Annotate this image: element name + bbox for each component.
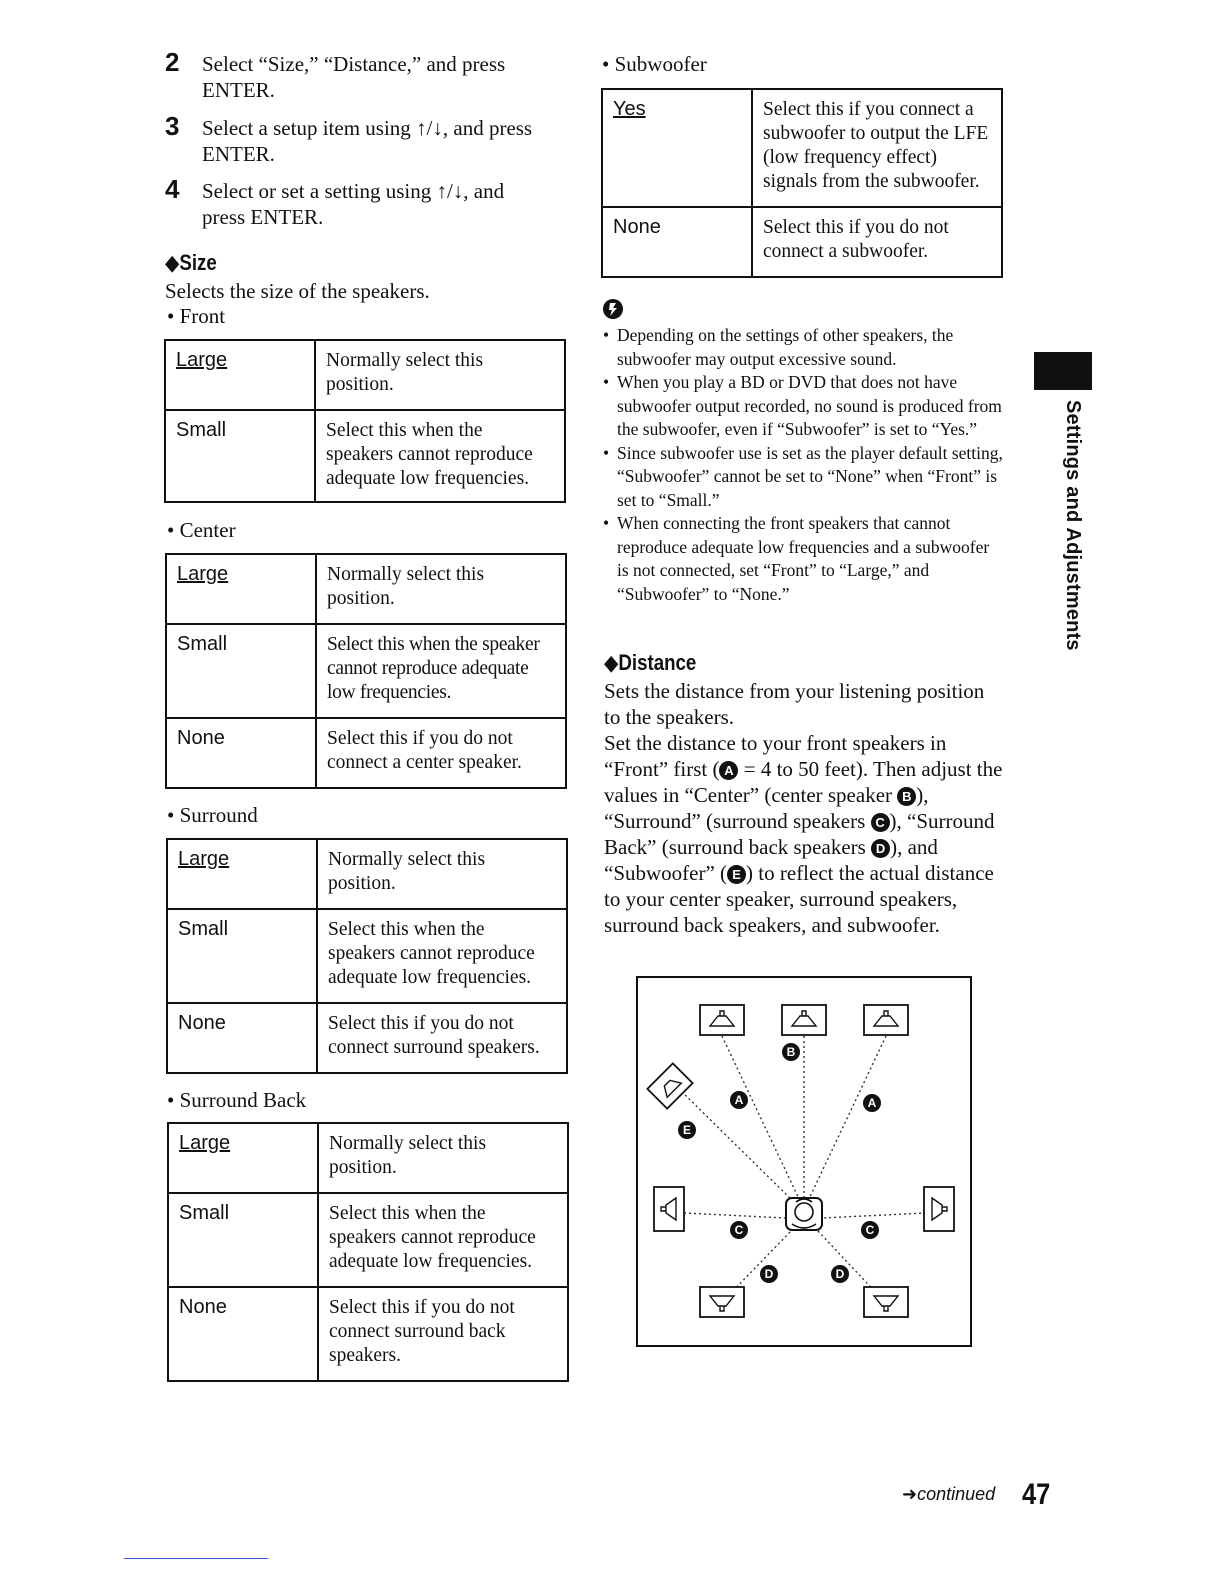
surround-label: • Surround: [167, 803, 258, 827]
subwoofer-label: • Subwoofer: [602, 52, 707, 76]
option-desc: Normally select this position.: [317, 839, 567, 909]
step-3: [165, 111, 585, 171]
subwoofer-table: [601, 88, 1003, 278]
speaker-surround-left-icon: [654, 1187, 684, 1231]
distance-heading-text: Distance: [618, 650, 697, 675]
front-table: [164, 339, 566, 503]
marker-e-icon: E: [727, 865, 746, 884]
marker-a-label: A: [867, 1096, 877, 1110]
diamond-icon: ◆: [165, 250, 180, 275]
marker-d-icon: D: [871, 839, 890, 858]
speaker-front-left-icon: [700, 1005, 744, 1035]
size-intro: Selects the size of the speakers.: [165, 279, 430, 303]
marker-c-label: C: [734, 1223, 744, 1237]
option-name: None: [166, 718, 316, 788]
option-name: Yes: [602, 89, 752, 207]
listener-icon: [786, 1198, 822, 1230]
continued-indicator: [902, 1484, 995, 1505]
distance-text: ), “Surround” (surround speakers: [604, 783, 929, 833]
speaker-center-icon: [782, 1005, 826, 1035]
list-item: • When you play a BD or DVD that does not have subwoofer output recorded, no sound is produced from the subwoofer, even if “Subwoofer” is set to “Yes.”: [603, 371, 1003, 442]
option-name: Large: [168, 1123, 318, 1193]
option-desc: Select this if you do not connect a center speaker.: [316, 718, 566, 788]
marker-b-icon: B: [897, 787, 916, 806]
list-item: • Since subwoofer use is set as the player default setting, “Subwoofer” cannot be set to “None” when “Front” is set to “Small.”: [603, 442, 1003, 513]
distance-heading: [604, 650, 696, 676]
option-desc: Select this if you do not connect surround back speakers.: [318, 1287, 568, 1381]
table-row: [602, 207, 1002, 277]
distance-text: ) to reflect the actual distance to your center speaker, surround speakers, surround back speakers, and subwoofer.: [604, 861, 994, 937]
table-row: [167, 1003, 567, 1073]
surround-back-table: [167, 1122, 569, 1382]
option-name: Small: [167, 909, 317, 1003]
option-name: Large: [167, 839, 317, 909]
diamond-icon: ◆: [604, 650, 619, 675]
distance-text: Set the distance to your front speakers in “Front” first (: [604, 731, 947, 781]
distance-text: = 4 to 50 feet). Then adjust the values in “Center” (center speaker: [604, 757, 1003, 807]
step-number: 3: [165, 111, 180, 141]
table-row: [167, 909, 567, 1003]
list-item: • When connecting the front speakers that cannot reproduce adequate low frequencies and a subwoofer is not connected, set “Front” to “Large,” and “Subwoofer” to “None.”: [603, 512, 1003, 606]
option-name: Small: [165, 410, 315, 502]
section-side-label: [1060, 400, 1090, 651]
option-name: None: [168, 1287, 318, 1381]
table-row: [166, 718, 566, 788]
marker-d-label: D: [764, 1267, 774, 1281]
option-desc: Select this if you do not connect a subwoofer.: [752, 207, 1002, 277]
footer-rule: [124, 1558, 268, 1559]
marker-a-label: A: [734, 1093, 744, 1107]
list-item: • Depending on the settings of other speakers, the subwoofer may output excessive sound.: [603, 324, 1003, 371]
table-row: [168, 1193, 568, 1287]
hint-icon: [602, 298, 624, 320]
marker-c-label: C: [865, 1223, 875, 1237]
speaker-surround-back-left-icon: [700, 1287, 744, 1317]
marker-a-icon: A: [719, 761, 738, 780]
option-desc: Select this when the speakers cannot reproduce adequate low frequencies.: [318, 1193, 568, 1287]
option-name: Small: [166, 624, 316, 718]
table-row: [168, 1123, 568, 1193]
marker-e-label: E: [682, 1123, 692, 1137]
distance-text: ), and “Subwoofer” (: [604, 835, 938, 885]
distance-text: ), “Surround Back” (surround back speakers: [604, 809, 995, 859]
surround-back-label: • Surround Back: [167, 1088, 307, 1112]
table-row: [166, 554, 566, 624]
step-text: Select “Size,” “Distance,” and press ENTER.: [202, 52, 506, 102]
step-number: 4: [165, 174, 180, 204]
table-row: [602, 89, 1002, 207]
option-desc: Select this when the speakers cannot reproduce adequate low frequencies.: [315, 410, 565, 502]
section-side-label-text: Settings and Adjustments: [1062, 400, 1084, 651]
option-desc: Normally select this position.: [318, 1123, 568, 1193]
size-heading: [165, 250, 217, 276]
table-row: [165, 340, 565, 410]
notes-list: [603, 324, 1003, 606]
option-desc: Normally select this position.: [316, 554, 566, 624]
arrow-right-icon: ➜: [902, 1484, 918, 1505]
option-desc: Select this when the speaker cannot reproduce adequate low frequencies.: [316, 624, 566, 718]
option-name: Large: [165, 340, 315, 410]
speaker-layout-svg: [636, 976, 972, 1347]
option-name: Small: [168, 1193, 318, 1287]
continued-text: continued: [917, 1484, 996, 1504]
option-name: None: [167, 1003, 317, 1073]
step-4: [165, 174, 585, 234]
speaker-surround-back-right-icon: [864, 1287, 908, 1317]
section-tab-marker: [1034, 352, 1092, 390]
option-name: Large: [166, 554, 316, 624]
option-desc: Select this if you do not connect surround speakers.: [317, 1003, 567, 1073]
step-text: Select or set a setting using ↑/↓, and press ENTER.: [202, 179, 505, 229]
marker-b-label: B: [786, 1045, 796, 1059]
speaker-diagram: [636, 976, 972, 1347]
step-text: Select a setup item using ↑/↓, and press ENTER.: [202, 116, 533, 166]
table-row: [165, 410, 565, 502]
table-row: [167, 839, 567, 909]
size-heading-text: Size: [179, 250, 217, 275]
distance-body: [604, 730, 1004, 938]
option-desc: Normally select this position.: [315, 340, 565, 410]
option-desc: Select this if you connect a subwoofer to output the LFE (low frequency effect) signals from the subwoofer.: [752, 89, 1002, 207]
center-table: [165, 553, 567, 789]
distance-intro: Sets the distance from your listening position to the speakers.: [604, 679, 985, 729]
marker-c-icon: C: [871, 813, 890, 832]
option-desc: Select this when the speakers cannot reproduce adequate low frequencies.: [317, 909, 567, 1003]
step-2: [165, 47, 585, 107]
table-row: [168, 1287, 568, 1381]
front-label: • Front: [167, 304, 226, 328]
speaker-front-right-icon: [864, 1005, 908, 1035]
marker-d-label: D: [835, 1267, 845, 1281]
surround-table: [166, 838, 568, 1074]
center-label: • Center: [167, 518, 236, 542]
page-number: 47: [1022, 1478, 1051, 1511]
table-row: [166, 624, 566, 718]
step-number: 2: [165, 47, 180, 77]
option-name: None: [602, 207, 752, 277]
speaker-surround-right-icon: [924, 1187, 954, 1231]
